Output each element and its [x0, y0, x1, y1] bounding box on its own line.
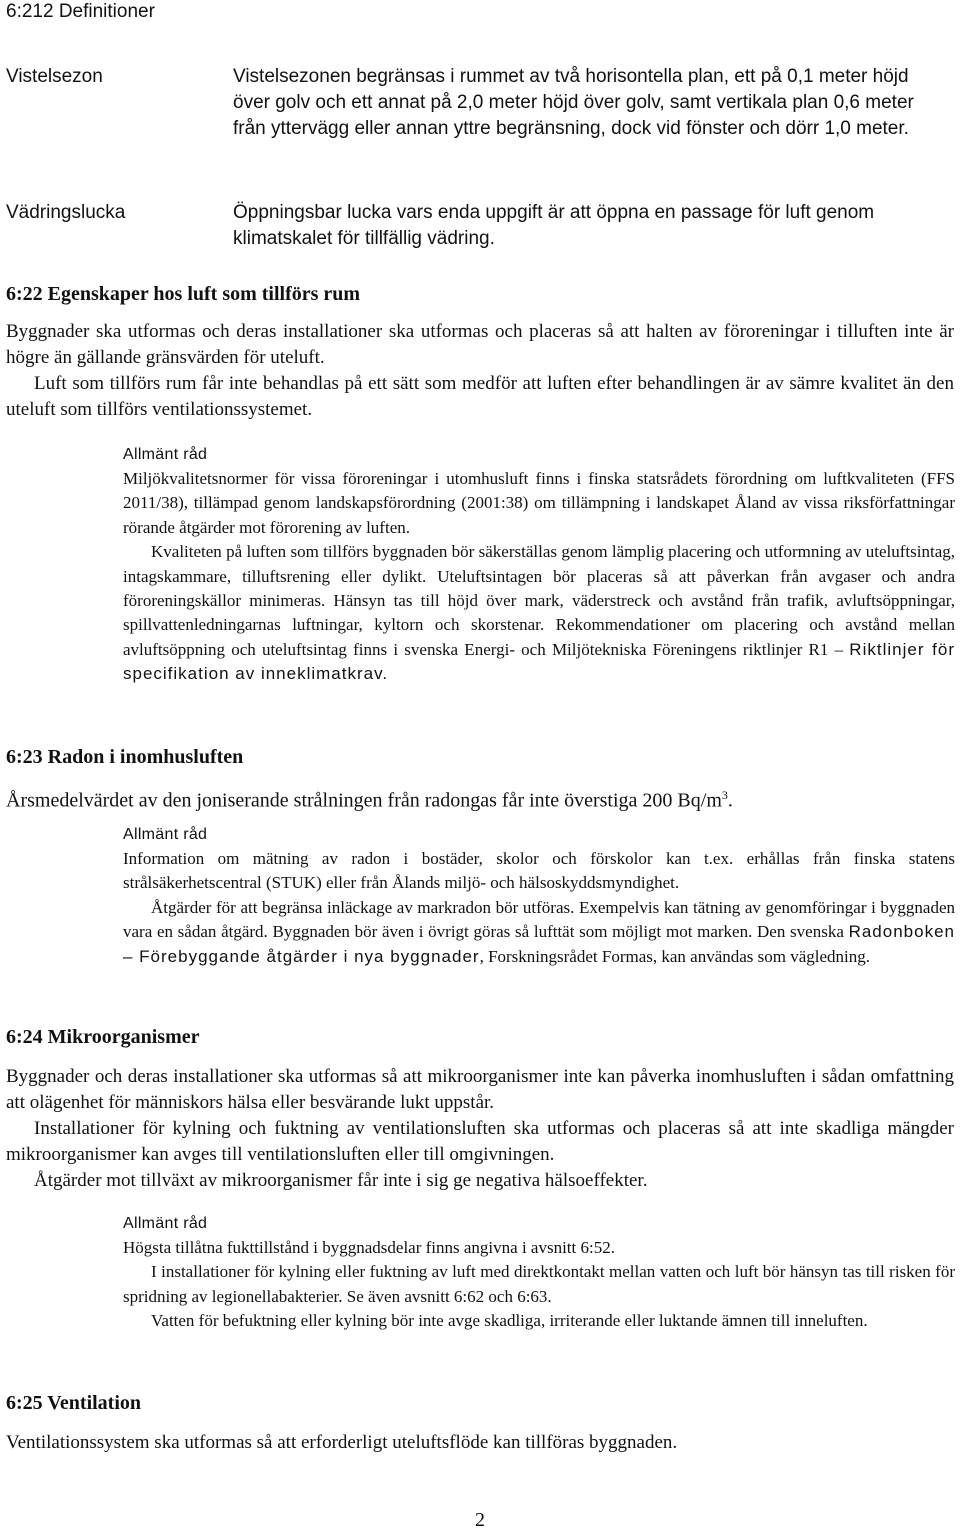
section-heading-6-23: 6:23 Radon i inomhusluften: [6, 746, 244, 768]
paragraph: [6, 782, 954, 814]
general-advice-6-22: [123, 443, 955, 687]
book-title: Radonboken – Förebyggande åtgärder i nya byggnader: [123, 922, 955, 966]
definition-term-vadringslucka: Vädringslucka: [6, 202, 126, 223]
paragraph-text: Årsmedelvärdet av den joniserande strålningen från radongas får inte överstiga 200 Bq/m: [6, 789, 722, 812]
paragraph-text: .: [727, 789, 733, 812]
advice-paragraph: Vatten för befuktning eller kylning bör inte avge skadliga, irriterande eller luktande ämnen till inneluften.: [151, 1311, 868, 1331]
advice-text: Åtgärder för att begränsa inläckage av markradon bör utföras. Exempelvis kan tätning av genomföringar i byggnaden vara en sådan åtgärd. Byggnaden bör även i övrigt göras så lufttät som möjligt mot marken. Den svenska: [123, 897, 955, 942]
section-heading-6-25: 6:25 Ventilation: [6, 1392, 142, 1414]
definition-text-vadringslucka: Öppningsbar lucka vars enda uppgift är att öppna en passage för luft genom klimatskalet för tillfällig vädring.: [233, 202, 875, 249]
paragraph: Åtgärder mot tillväxt av mikroorganismer får inte i sig ge negativa hälsoeffekter.: [34, 1170, 648, 1191]
paragraph: Installationer för kylning och fuktning av ventilationsluften ska utformas och placeras så att inte skadliga mängder mikroorganismer kan avges till ventilationsluften eller till omgivningen.: [6, 1118, 954, 1165]
advice-paragraph: Information om mätning av radon i bostäder, skolor och förskolor kan t.ex. erhållas från finska statens strålsäkerhetscentral (STUK) eller från Ålands miljö- och hälsoskyddsmyndighet.: [123, 849, 955, 893]
section-body-6-23: [6, 782, 954, 814]
advice-text: Kvaliteten på luften som tillförs byggnaden bör säkerställas genom lämplig placering och utformning av uteluftsintag, intagskammare, tilluftsrening eller dylikt. Uteluftsintagen bör placeras så att påverkan från avgaser och andra föroreningskällor minimeras. Hänsyn tas till höjd över mark, väderstreck och avstånd från trafik, avluftsöppningar, spillvattenledningarnas luftningar, kyltorn och skorstenar. Rekommendationer om placering och avstånd mellan avluftsöppning och uteluftsintag finns i svenska Energi- och Miljötekniska Föreningens riktlinjer R1 –: [123, 542, 955, 659]
section-body-6-24: [6, 1064, 954, 1194]
definition-term-vistelsezon: Vistelsezon: [6, 66, 103, 87]
definition-text-vistelsezon: Vistelsezonen begränsas i rummet av två horisontella plan, ett på 0,1 meter höjd över golv och ett annat på 2,0 meter höjd över golv, samt vertikala plan 0,6 meter från yttervägg eller annan yttre begränsning, dock vid fönster och dörr 1,0 meter.: [233, 66, 914, 139]
advice-paragraph: [123, 540, 955, 686]
general-advice-6-23: [123, 823, 955, 969]
page-number: 2: [475, 1509, 485, 1531]
advice-paragraph: Miljökvalitetsnormer för vissa föroreningar i utomhusluft finns i finska statsrådets förordning om luftkvaliteten (FFS 2011/38), tillämpad genom landskapsförordning (2001:38) om tillämpning i landskapet Åland av vissa riksförfattningar rörande åtgärder mot förorening av luften.: [123, 469, 955, 537]
paragraph: Byggnader ska utformas och deras installationer ska utformas och placeras så att halten av föroreningar i tilluften inte är högre än gällande gränsvärden för uteluft.: [6, 321, 954, 368]
general-advice-6-24: [123, 1212, 955, 1334]
paragraph: Byggnader och deras installationer ska utformas så att mikroorganismer inte kan påverka inomhusluften i sådan omfattning att olägenhet för människors hälsa eller besvärande lukt uppstår.: [6, 1066, 954, 1113]
section-body-6-22: [6, 319, 954, 423]
advice-paragraph: [123, 896, 955, 969]
section-heading-definitions: 6:212 Definitioner: [6, 1, 155, 22]
paragraph: Ventilationssystem ska utformas så att erforderligt uteluftsflöde kan tillföras byggnaden.: [6, 1432, 678, 1453]
section-heading-6-24: 6:24 Mikroorganismer: [6, 1026, 200, 1048]
advice-label: Allmänt råd: [123, 446, 208, 463]
guideline-title: Riktlinjer för specifikation av inneklimatkrav.: [123, 639, 955, 684]
superscript: 3: [721, 788, 728, 802]
section-heading-6-22: 6:22 Egenskaper hos luft som tillförs rum: [6, 283, 361, 305]
advice-paragraph: I installationer för kylning eller fuktning av luft med direktkontakt mellan vatten och luft bör hänsyn tas till risken för spridning av legionellabakterier. Se även avsnitt 6:62 och 6:63.: [123, 1262, 955, 1306]
advice-label: Allmänt råd: [123, 826, 208, 843]
advice-paragraph: Högsta tillåtna fukttillstånd i byggnadsdelar finns angivna i avsnitt 6:52.: [123, 1238, 615, 1257]
advice-text: , Forskningsrådet Formas, kan användas som vägledning.: [479, 946, 871, 966]
paragraph: Luft som tillförs rum får inte behandlas på ett sätt som medför att luften efter behandlingen är av sämre kvalitet än den uteluft som tillförs ventilationssystemet.: [6, 373, 954, 420]
section-body-6-25: [6, 1430, 954, 1456]
advice-label: Allmänt råd: [123, 1215, 208, 1232]
